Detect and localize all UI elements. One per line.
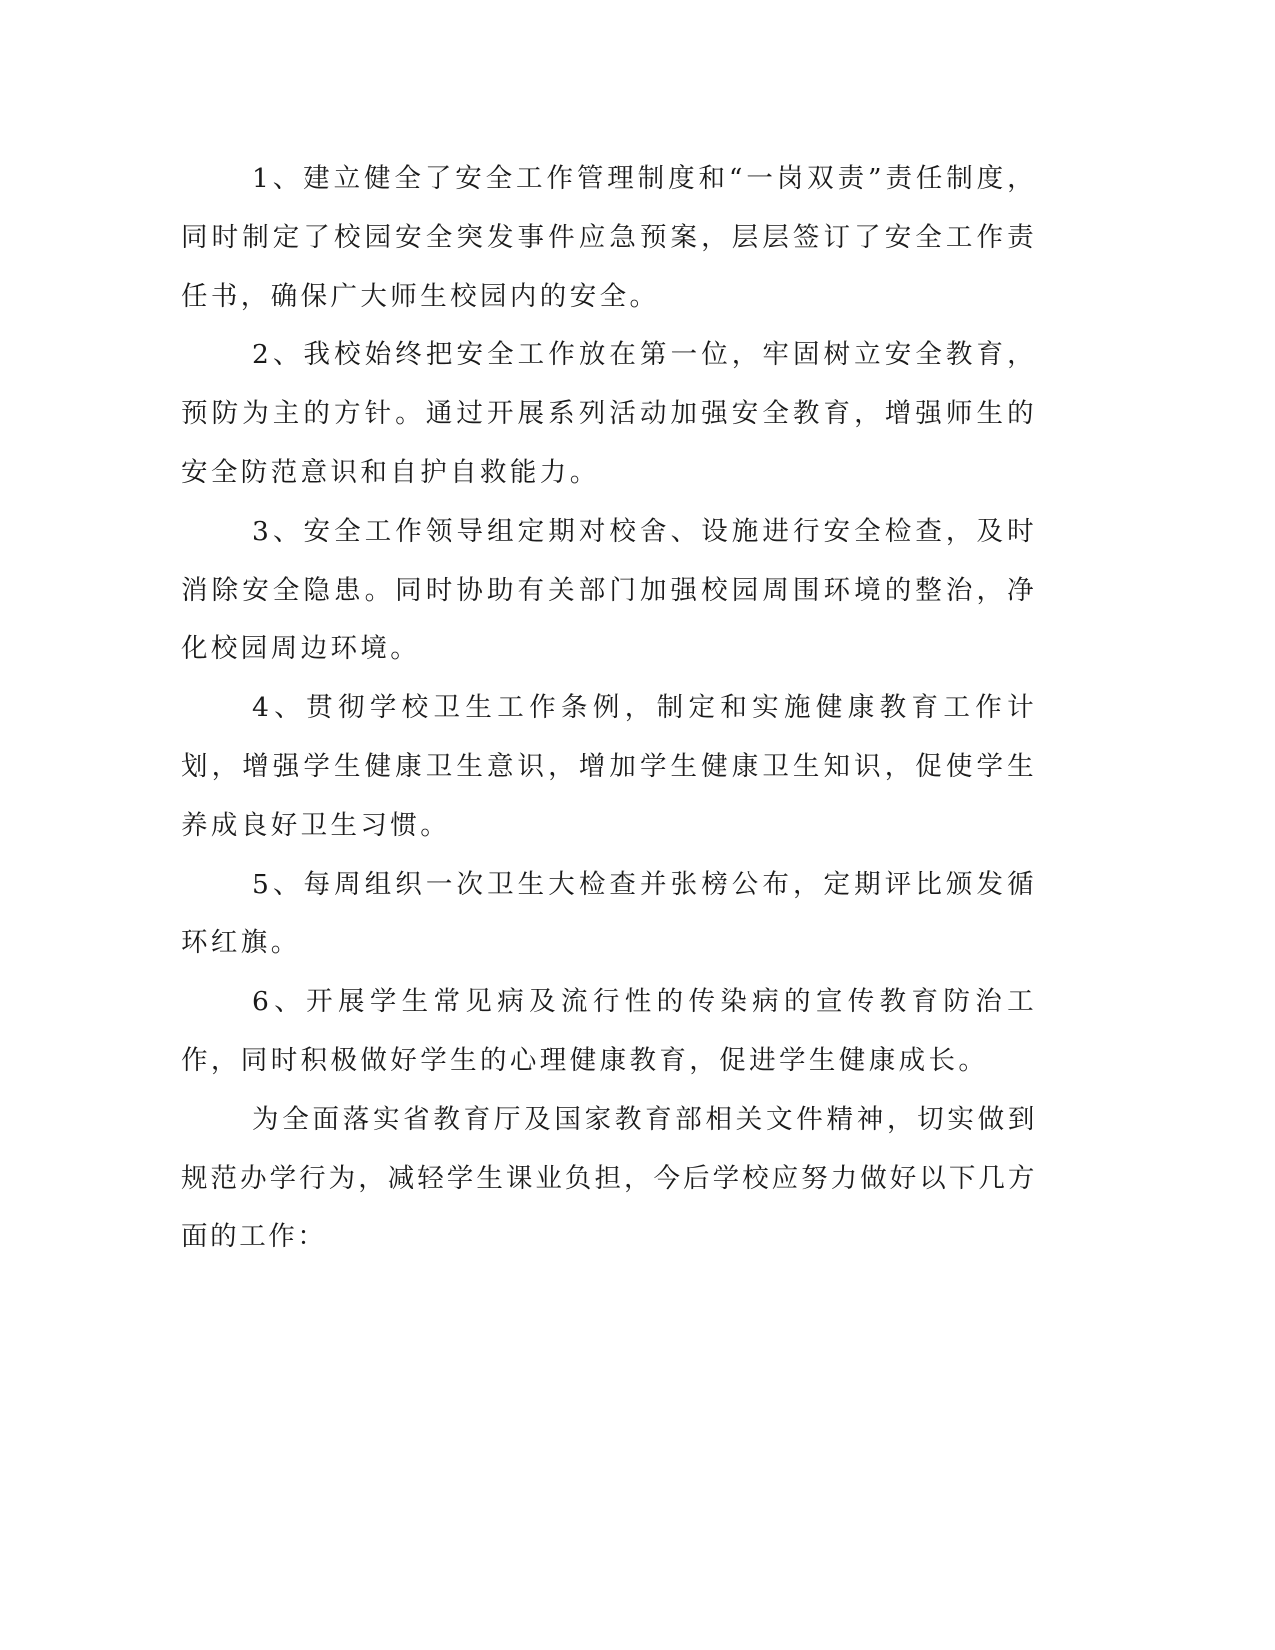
- document-body: [181, 150, 1037, 1267]
- paragraph-safety-first: 2、我校始终把安全工作放在第一位，牢固树立安全教育，预防为主的方针。通过开展系列活动加强安全教育，增强师生的安全防范意识和自护自救能力。: [181, 339, 1037, 488]
- paragraph-disease-prevention: 6、开展学生常见病及流行性的传染病的宣传教育防治工作，同时积极做好学生的心理健康教育，促进学生健康成长。: [181, 986, 1037, 1076]
- paragraph-health-education: 4、贯彻学校卫生工作条例，制定和实施健康教育工作计划，增强学生健康卫生意识，增加学生健康卫生知识，促使学生养成良好卫生习惯。: [181, 692, 1037, 841]
- paragraph-safety-system: 1、建立健全了安全工作管理制度和“一岗双责”责任制度，同时制定了校园安全突发事件应急预案，层层签订了安全工作责任书，确保广大师生校园内的安全。: [181, 163, 1037, 312]
- paragraph-hygiene-check: 5、每周组织一次卫生大检查并张榜公布，定期评比颁发循环红旗。: [181, 868, 1037, 959]
- paragraph-future-work: 为全面落实省教育厅及国家教育部相关文件精神，切实做到规范办学行为，减轻学生课业负担，今后学校应努力做好以下几方面的工作：: [181, 1103, 1037, 1253]
- paragraph-safety-inspection: 3、安全工作领导组定期对校舍、设施进行安全检查，及时消除安全隐患。同时协助有关部门加强校园周围环境的整治，净化校园周边环境。: [181, 515, 1037, 665]
